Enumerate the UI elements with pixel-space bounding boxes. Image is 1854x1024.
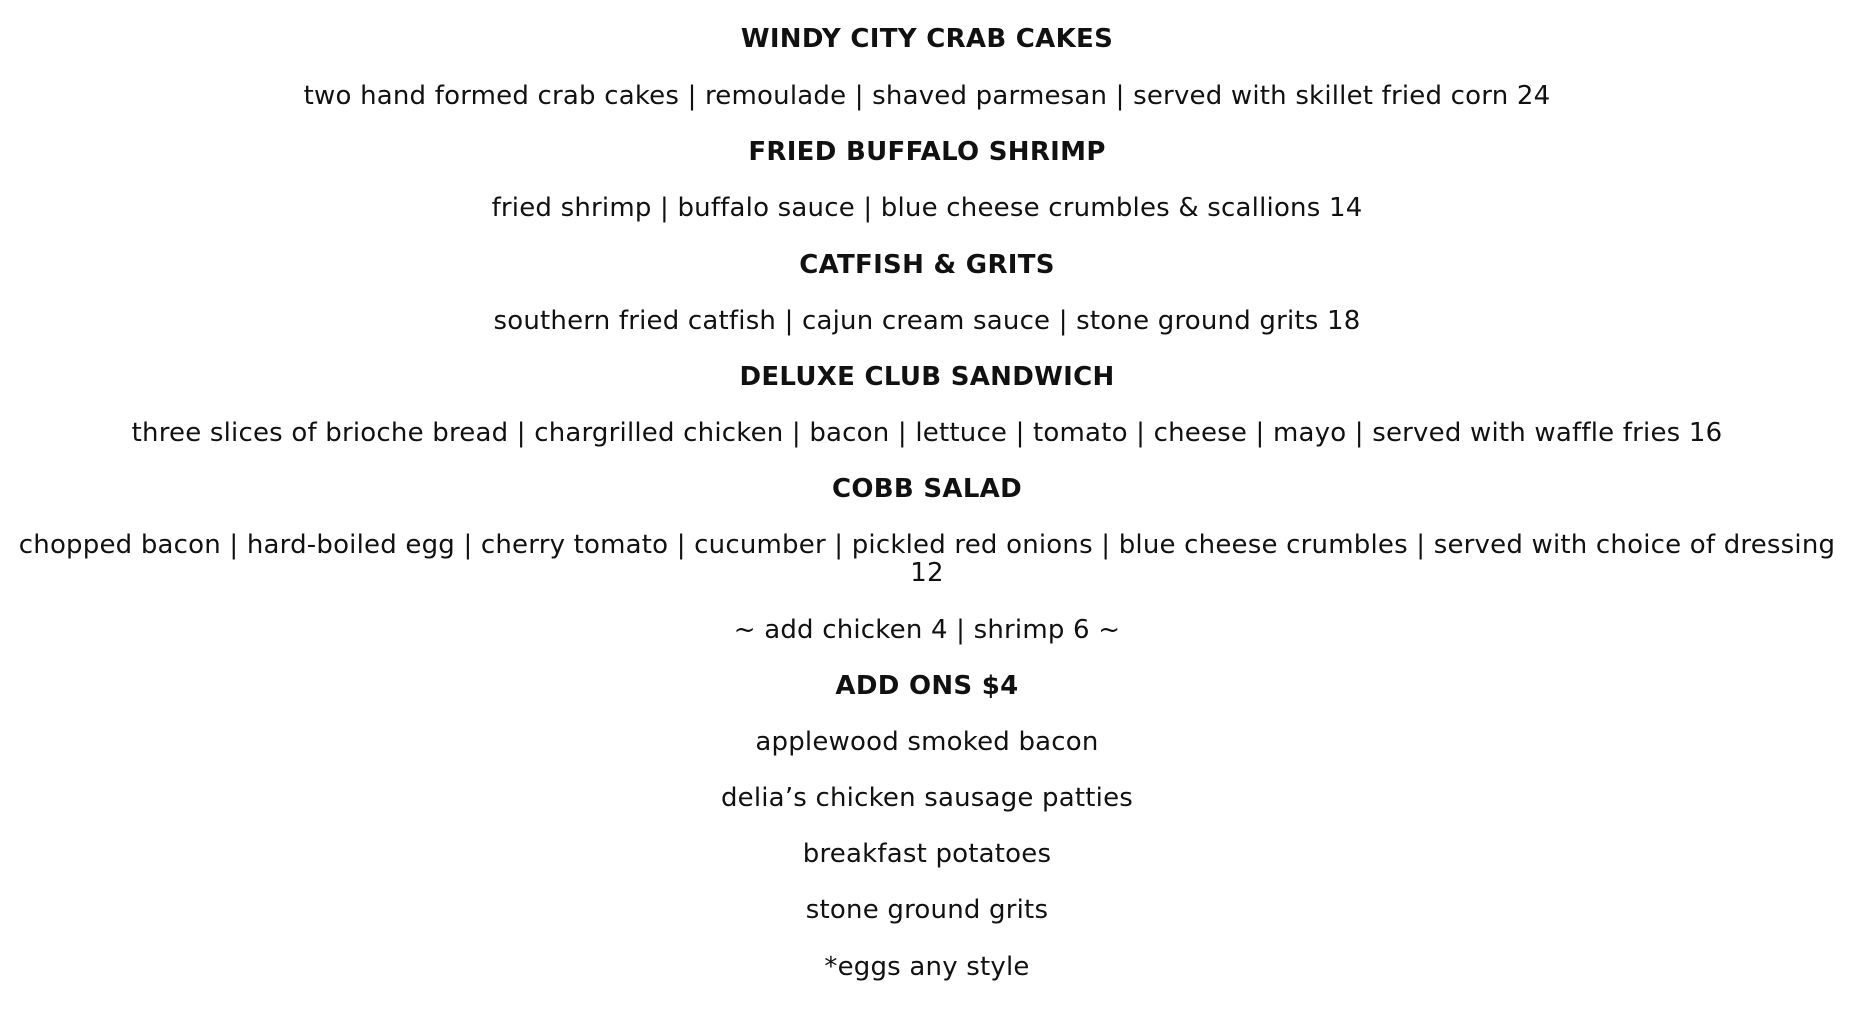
item-title-cobb-salad: COBB SALAD: [832, 474, 1022, 504]
add-on-item: stone ground grits: [805, 895, 1049, 925]
item-description-crab-cakes: two hand formed crab cakes | remoulade | shaved parmesan | served with skillet fried corn 24: [303, 81, 1551, 111]
add-on-item: breakfast potatoes: [802, 839, 1052, 869]
cobb-salad-add-note: ~ add chicken 4 | shrimp 6 ~: [733, 615, 1121, 645]
item-description-club-sandwich: three slices of brioche bread | chargrilled chicken | bacon | lettuce | tomato | cheese | mayo | served with waffle fries 16: [131, 418, 1723, 448]
add-on-item: delia’s chicken sausage patties: [720, 783, 1134, 813]
add-on-item: *eggs any style: [824, 952, 1030, 982]
add-ons-title: ADD ONS $4: [835, 671, 1019, 701]
add-on-item: applewood smoked bacon: [755, 727, 1099, 757]
item-description-catfish-grits: southern fried catfish | cajun cream sauce | stone ground grits 18: [493, 306, 1361, 336]
item-title-catfish-grits: CATFISH & GRITS: [799, 250, 1055, 280]
item-description-cobb-salad: chopped bacon | hard-boiled egg | cherry tomato | cucumber | pickled red onions | blue cheese crumbles | served with choice of dressing 12: [18, 530, 1836, 588]
item-title-buffalo-shrimp: FRIED BUFFALO SHRIMP: [748, 137, 1106, 167]
item-title-crab-cakes: WINDY CITY CRAB CAKES: [740, 24, 1114, 54]
item-description-buffalo-shrimp: fried shrimp | buffalo sauce | blue cheese crumbles & scallions 14: [491, 193, 1363, 223]
item-title-club-sandwich: DELUXE CLUB SANDWICH: [739, 362, 1115, 392]
